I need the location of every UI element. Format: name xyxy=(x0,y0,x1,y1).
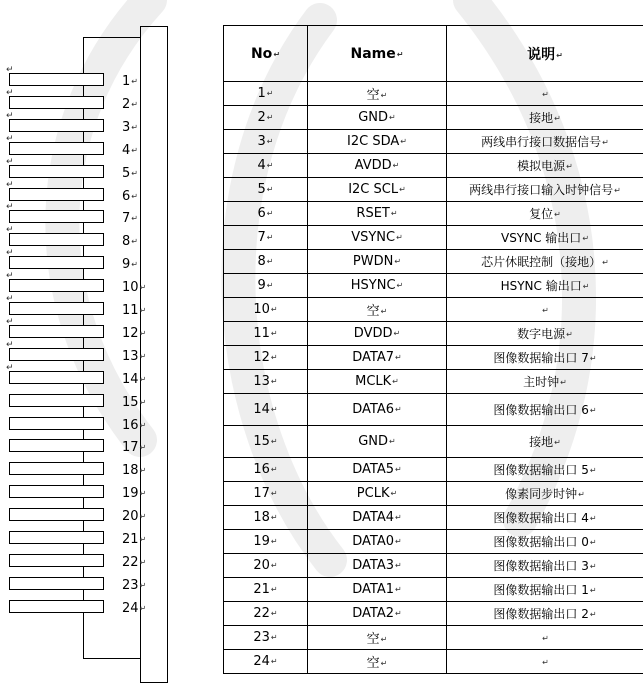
pin-desc-cell-text xyxy=(541,303,549,317)
pin-no-cell xyxy=(224,626,308,650)
pin-no-cell xyxy=(224,178,308,202)
pin-desc-cell-text: 图像数据输出口 2 ↵ xyxy=(493,607,596,621)
pin-name-cell-text: I2C SCL ↵ xyxy=(348,182,406,197)
paragraph-mark-icon: ↵ xyxy=(6,271,14,282)
pin-number-label: 13 ↵ xyxy=(122,349,146,365)
pin-no-cell xyxy=(224,106,308,130)
pin-number-label: 8 ↵ xyxy=(122,234,138,250)
connector-pin xyxy=(9,325,104,338)
connector-pin xyxy=(9,188,104,201)
connector-pin xyxy=(9,279,104,292)
connector-pin xyxy=(9,256,104,269)
pin-no-cell-text: 13 ↵ xyxy=(253,374,277,389)
connector-pin xyxy=(9,600,104,613)
pin-no-cell-text: 12 ↵ xyxy=(253,350,277,365)
paragraph-mark-icon: ↵ xyxy=(6,133,14,144)
pin-name-cell xyxy=(308,322,447,346)
pin-desc-cell xyxy=(447,130,643,154)
pin-name-cell xyxy=(308,626,447,650)
pin-no-cell-text: 21 ↵ xyxy=(253,582,277,597)
pin-no-cell-text: 11 ↵ xyxy=(253,326,277,341)
pin-desc-cell xyxy=(447,346,643,370)
pin-name-cell xyxy=(308,602,447,626)
table-row xyxy=(224,298,643,322)
pin-number-label: 2 ↵ xyxy=(122,97,138,113)
table-row xyxy=(224,130,643,154)
table-row xyxy=(224,482,643,506)
table-row xyxy=(224,202,643,226)
pin-desc-cell-text: HSYNC 输出口 ↵ xyxy=(501,279,590,293)
pin-number-label: 3 ↵ xyxy=(122,120,138,136)
pin-name-cell-text: I2C SDA ↵ xyxy=(347,134,407,149)
pin-desc-cell xyxy=(447,106,643,130)
connector-pin xyxy=(9,210,104,223)
pin-name-cell xyxy=(308,250,447,274)
table-row xyxy=(224,426,643,458)
pin-name-cell-text: 空 ↵ xyxy=(367,304,388,319)
pin-no-cell xyxy=(224,530,308,554)
pin-desc-cell xyxy=(447,650,643,674)
pin-no-cell-text: 8 ↵ xyxy=(258,254,274,269)
pin-no-cell-text: 1 ↵ xyxy=(258,86,274,101)
connector-pin xyxy=(9,302,104,315)
paragraph-mark-icon: ↵ xyxy=(6,339,14,350)
pin-name-cell-text: PWDN ↵ xyxy=(353,254,401,269)
pin-name-cell xyxy=(308,274,447,298)
pin-desc-cell-text: 两线串行接口数据信号 ↵ xyxy=(481,135,609,149)
pin-no-cell-text: 20 ↵ xyxy=(253,558,277,573)
pin-name-cell xyxy=(308,154,447,178)
pin-name-cell xyxy=(308,394,447,426)
pin-desc-cell xyxy=(447,274,643,298)
pin-no-cell-text: 7 ↵ xyxy=(258,230,274,245)
pin-desc-cell-text: 主时钟 ↵ xyxy=(523,375,567,389)
pin-name-cell xyxy=(308,130,447,154)
pin-no-cell-text: 4 ↵ xyxy=(258,158,274,173)
pin-desc-cell-text: 图像数据输出口 3 ↵ xyxy=(493,559,596,573)
pin-desc-cell xyxy=(447,426,643,458)
connector-pin xyxy=(9,485,104,498)
pin-no-cell xyxy=(224,202,308,226)
pin-number-label: 23 ↵ xyxy=(122,578,146,594)
pin-number-label: 12 ↵ xyxy=(122,326,146,342)
pin-name-cell-text: HSYNC ↵ xyxy=(351,278,403,293)
pin-desc-cell xyxy=(447,178,643,202)
pin-no-cell-text: 5 ↵ xyxy=(258,182,274,197)
pin-desc-cell xyxy=(447,482,643,506)
connector-pin xyxy=(9,96,104,109)
table-row xyxy=(224,602,643,626)
pin-desc-cell xyxy=(447,298,643,322)
connector-pin xyxy=(9,165,104,178)
header-name: Name ↵ xyxy=(308,26,447,82)
table-row xyxy=(224,650,643,674)
pin-desc-cell xyxy=(447,226,643,250)
pin-name-cell-text: GND ↵ xyxy=(358,110,396,125)
connector-pin xyxy=(9,394,104,407)
pin-name-cell xyxy=(308,298,447,322)
pin-desc-cell xyxy=(447,602,643,626)
pin-name-cell-text: PCLK ↵ xyxy=(357,486,397,501)
pin-no-cell xyxy=(224,578,308,602)
connector-pin xyxy=(9,119,104,132)
pin-desc-cell xyxy=(447,554,643,578)
connector-pin xyxy=(9,554,104,567)
pin-desc-cell xyxy=(447,154,643,178)
table-row xyxy=(224,274,643,298)
pin-name-cell-text: VSYNC ↵ xyxy=(351,230,403,245)
pin-name-cell-text: DVDD ↵ xyxy=(354,326,400,341)
pin-no-cell-text: 10 ↵ xyxy=(253,302,277,317)
pin-no-cell xyxy=(224,458,308,482)
pin-name-cell xyxy=(308,106,447,130)
connector-pin xyxy=(9,233,104,246)
pin-name-cell-text: DATA0 ↵ xyxy=(352,534,401,549)
pin-name-cell-text: GND ↵ xyxy=(358,434,396,449)
pin-no-cell-text: 22 ↵ xyxy=(253,606,277,621)
pin-name-cell-text: RSET ↵ xyxy=(356,206,397,221)
paragraph-mark-icon: ↵ xyxy=(6,294,14,304)
pin-no-cell-text: 17 ↵ xyxy=(253,486,277,501)
pin-desc-cell-text: 模拟电源 ↵ xyxy=(517,159,573,173)
table-row xyxy=(224,178,643,202)
paragraph-mark-icon: ↵ xyxy=(6,202,14,213)
pin-desc-cell xyxy=(447,626,643,650)
table-row xyxy=(224,530,643,554)
pin-no-cell-text: 14 ↵ xyxy=(253,402,277,417)
pin-number-label: 5 ↵ xyxy=(122,166,138,182)
paragraph-mark-icon: ↵ xyxy=(6,179,14,190)
pin-desc-cell-text xyxy=(541,631,549,645)
connector-pin xyxy=(9,348,104,361)
pin-number-label: 6 ↵ xyxy=(122,189,138,205)
pin-no-cell xyxy=(224,650,308,674)
pin-desc-cell-text: 接地 ↵ xyxy=(529,111,561,125)
connector-pin xyxy=(9,439,104,452)
pin-number-label: 11 ↵ xyxy=(122,303,146,319)
pin-number-label: 18 ↵ xyxy=(122,463,146,479)
pin-number-label: 10 ↵ xyxy=(122,280,146,296)
connector-pin xyxy=(9,371,104,384)
pin-desc-cell-text: 图像数据输出口 0 ↵ xyxy=(493,535,596,549)
pin-number-label: 7 ↵ xyxy=(122,211,138,227)
pin-name-cell-text: DATA3 ↵ xyxy=(352,558,401,573)
pin-number-label: 1 ↵ xyxy=(122,74,138,90)
pin-no-cell xyxy=(224,298,308,322)
table-row xyxy=(224,554,643,578)
pin-number-label: 9 ↵ xyxy=(122,257,138,273)
pin-desc-cell xyxy=(447,506,643,530)
pin-name-cell xyxy=(308,482,447,506)
pin-number-label: 19 ↵ xyxy=(122,486,146,502)
pin-desc-cell xyxy=(447,250,643,274)
pin-no-cell xyxy=(224,482,308,506)
pin-name-cell-text: MCLK ↵ xyxy=(355,374,399,389)
table-row xyxy=(224,578,643,602)
table-row xyxy=(224,322,643,346)
table-row xyxy=(224,394,643,426)
pin-name-cell-text: 空 ↵ xyxy=(367,656,388,671)
pin-no-cell xyxy=(224,506,308,530)
pin-name-cell xyxy=(308,82,447,106)
connector-pin xyxy=(9,531,104,544)
table-row xyxy=(224,106,643,130)
pin-no-cell xyxy=(224,426,308,458)
paragraph-mark-icon: ↵ xyxy=(6,110,14,121)
pin-number-label: 20 ↵ xyxy=(122,509,146,525)
pin-name-cell xyxy=(308,226,447,250)
pin-name-cell xyxy=(308,178,447,202)
connector-diagram xyxy=(0,0,222,687)
pin-no-cell-text: 19 ↵ xyxy=(253,534,277,549)
pin-name-cell-text: DATA5 ↵ xyxy=(352,462,401,477)
paragraph-mark-icon: ↵ xyxy=(6,65,14,75)
connector-pin xyxy=(9,73,104,86)
pin-desc-cell xyxy=(447,322,643,346)
pin-no-cell xyxy=(224,250,308,274)
pin-name-cell-text: DATA6 ↵ xyxy=(352,402,401,417)
pin-name-cell xyxy=(308,346,447,370)
pin-number-label: 4 ↵ xyxy=(122,143,138,159)
pin-desc-cell-text: 两线串行接口输入时钟信号 ↵ xyxy=(469,183,621,197)
pin-desc-cell-text: 图像数据输出口 6 ↵ xyxy=(493,403,596,417)
table-row xyxy=(224,626,643,650)
pin-name-cell xyxy=(308,650,447,674)
pin-name-cell xyxy=(308,370,447,394)
pin-desc-cell-text: VSYNC 输出口 ↵ xyxy=(501,231,589,245)
pin-name-cell xyxy=(308,202,447,226)
pin-desc-cell xyxy=(447,530,643,554)
paragraph-mark-icon: ↵ xyxy=(6,87,14,98)
pin-name-cell xyxy=(308,530,447,554)
pin-desc-cell-text: 图像数据输出口 1 ↵ xyxy=(493,583,596,597)
pin-desc-cell-text xyxy=(541,655,549,669)
pin-no-cell xyxy=(224,554,308,578)
connector-pin xyxy=(9,417,104,430)
pin-desc-cell xyxy=(447,394,643,426)
pin-number-label: 24 ↵ xyxy=(122,601,146,617)
pin-desc-cell-text: 图像数据输出口 7 ↵ xyxy=(493,351,596,365)
pin-no-cell-text: 23 ↵ xyxy=(253,630,277,645)
pin-name-cell xyxy=(308,554,447,578)
pin-name-cell-text: 空 ↵ xyxy=(367,632,388,647)
pin-name-cell-text: DATA2 ↵ xyxy=(352,606,401,621)
header-no: No ↵ xyxy=(224,26,308,82)
pin-desc-cell xyxy=(447,82,643,106)
paragraph-mark-icon: ↵ xyxy=(6,225,14,236)
pin-number-label: 16 ↵ xyxy=(122,418,146,434)
pin-name-cell xyxy=(308,506,447,530)
pin-desc-cell-text: 像素同步时钟 ↵ xyxy=(505,487,585,501)
pin-desc-cell-text: 芯片休眠控制（接地） ↵ xyxy=(481,255,609,269)
paragraph-mark-icon: ↵ xyxy=(6,316,14,327)
pin-desc-cell-text xyxy=(541,87,549,101)
pin-no-cell-text: 16 ↵ xyxy=(253,462,277,477)
table-row xyxy=(224,250,643,274)
paragraph-mark-icon: ↵ xyxy=(6,248,14,259)
pin-name-cell-text: 空 ↵ xyxy=(367,88,388,103)
table-row xyxy=(224,458,643,482)
pin-no-cell xyxy=(224,602,308,626)
paragraph-mark-icon: ↵ xyxy=(6,156,14,167)
pin-name-cell-text: DATA7 ↵ xyxy=(352,350,401,365)
pin-desc-cell-text: 图像数据输出口 5 ↵ xyxy=(493,463,596,477)
table-row xyxy=(224,82,643,106)
pin-desc-cell xyxy=(447,458,643,482)
pin-desc-cell xyxy=(447,202,643,226)
paragraph-mark-icon: ↵ xyxy=(6,362,14,373)
pin-no-cell-text: 6 ↵ xyxy=(258,206,274,221)
pin-name-cell-text: DATA4 ↵ xyxy=(352,510,401,525)
pin-desc-cell xyxy=(447,370,643,394)
pin-desc-cell xyxy=(447,578,643,602)
pin-desc-cell-text: 复位 ↵ xyxy=(529,207,561,221)
table-row xyxy=(224,346,643,370)
pin-no-cell xyxy=(224,226,308,250)
pin-no-cell xyxy=(224,82,308,106)
pin-no-cell xyxy=(224,346,308,370)
table-header-row xyxy=(224,26,643,82)
pin-desc-cell-text: 图像数据输出口 4 ↵ xyxy=(493,511,596,525)
pin-name-cell-text: AVDD ↵ xyxy=(355,158,400,173)
table-row xyxy=(224,154,643,178)
pin-number-label: 17 ↵ xyxy=(122,440,146,456)
pin-name-cell xyxy=(308,578,447,602)
connector-pin xyxy=(9,577,104,590)
table-row xyxy=(224,370,643,394)
pin-number-label: 22 ↵ xyxy=(122,555,146,571)
pin-name-cell xyxy=(308,458,447,482)
pin-no-cell xyxy=(224,370,308,394)
pin-number-label: 21 ↵ xyxy=(122,532,146,548)
pin-no-cell xyxy=(224,322,308,346)
table-row xyxy=(224,226,643,250)
pin-no-cell-text: 15 ↵ xyxy=(253,434,277,449)
pin-number-label: 14 ↵ xyxy=(122,372,146,388)
pin-no-cell-text: 3 ↵ xyxy=(258,134,274,149)
pin-desc-cell-text: 数字电源 ↵ xyxy=(517,327,573,341)
table-row xyxy=(224,506,643,530)
pin-no-cell xyxy=(224,154,308,178)
connector-pin xyxy=(9,462,104,475)
pin-no-cell-text: 18 ↵ xyxy=(253,510,277,525)
connector-pin xyxy=(9,142,104,155)
header-desc: 说明 ↵ xyxy=(447,26,643,82)
pin-number-label: 15 ↵ xyxy=(122,395,146,411)
pin-no-cell xyxy=(224,130,308,154)
pin-table xyxy=(223,25,643,674)
pin-name-cell-text: DATA1 ↵ xyxy=(352,582,401,597)
connector-pin xyxy=(9,508,104,521)
pin-no-cell xyxy=(224,394,308,426)
pin-no-cell-text: 24 ↵ xyxy=(253,654,277,669)
pin-no-cell-text: 9 ↵ xyxy=(258,278,274,293)
pin-no-cell-text: 2 ↵ xyxy=(258,110,274,125)
pin-desc-cell-text: 接地 ↵ xyxy=(529,435,561,449)
pin-no-cell xyxy=(224,274,308,298)
pin-name-cell xyxy=(308,426,447,458)
